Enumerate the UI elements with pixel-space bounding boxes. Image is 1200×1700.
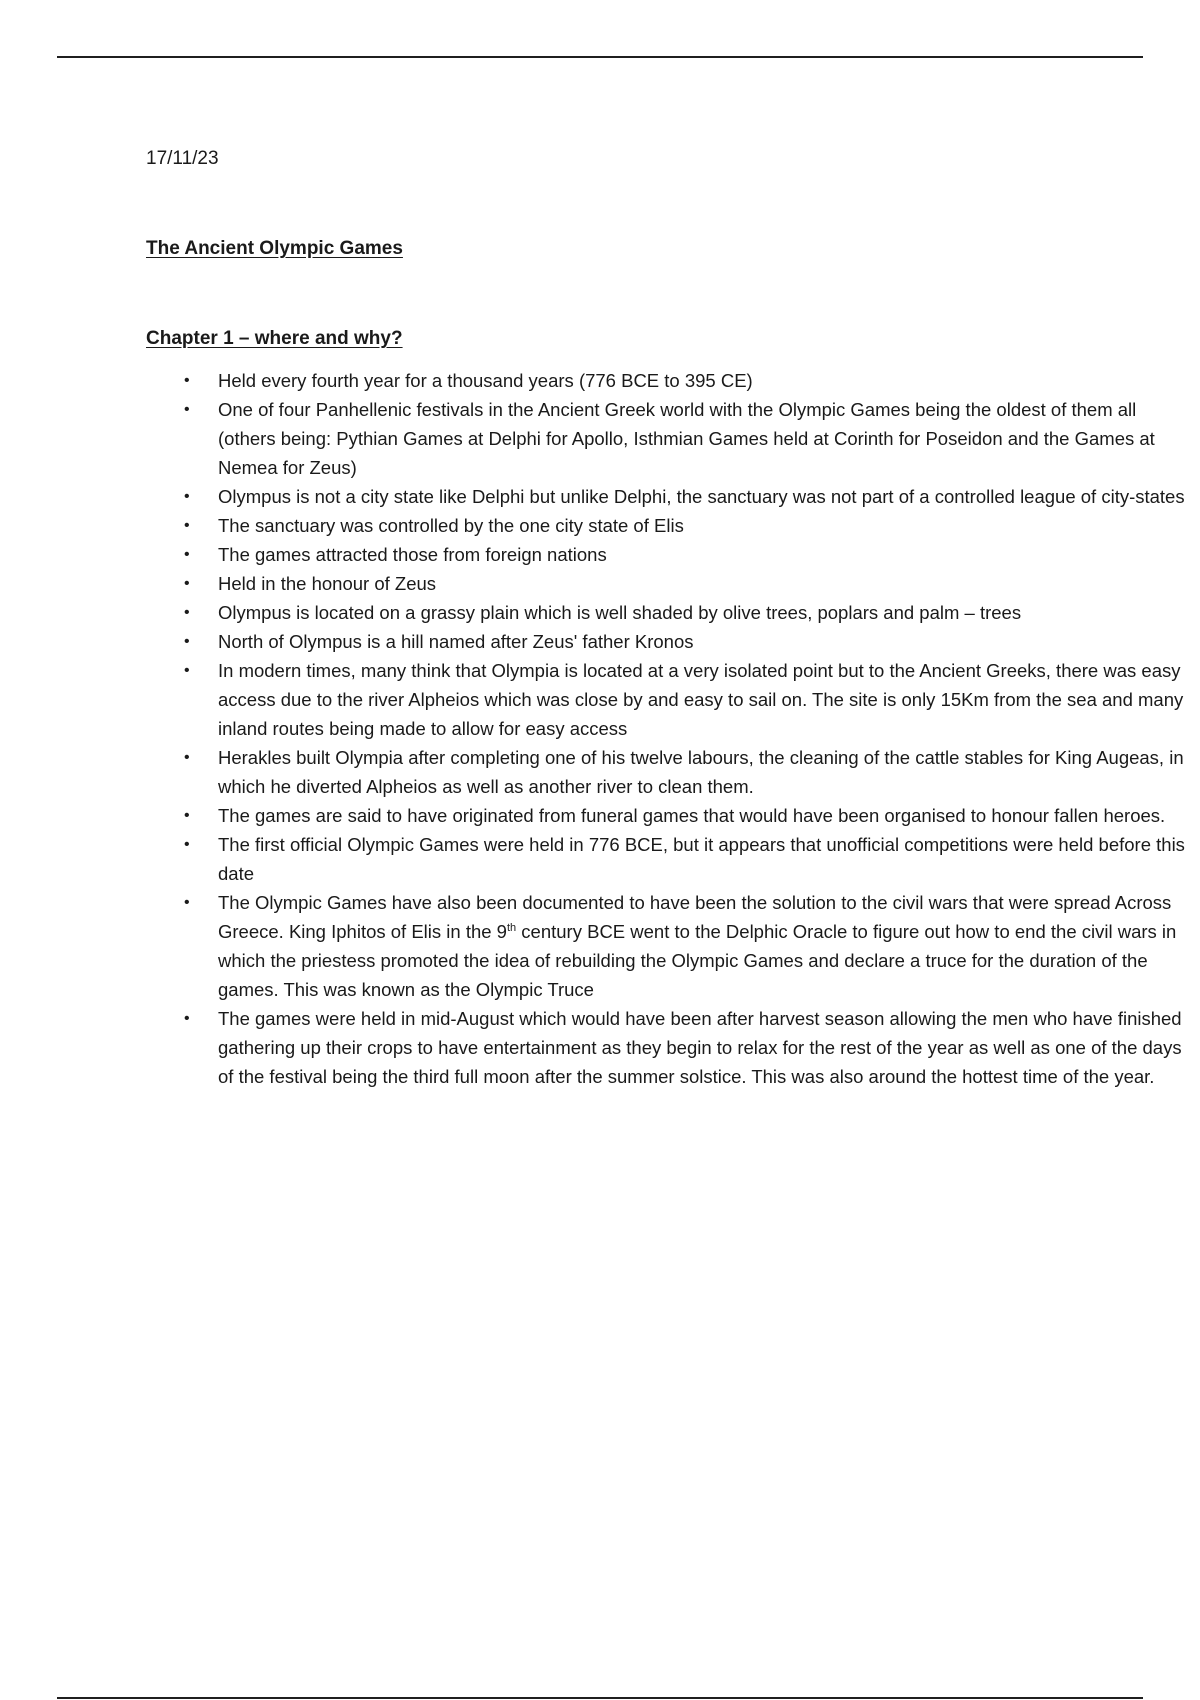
bullet-icon: • (184, 401, 190, 418)
bullet-item (146, 511, 1198, 540)
bullet-icon: • (184, 1010, 190, 1027)
bullet-icon: • (184, 546, 190, 563)
bullet-item (146, 1004, 1198, 1091)
bullet-icon: • (184, 836, 190, 853)
bullet-icon: • (184, 633, 190, 650)
bullet-icon: • (184, 517, 190, 534)
bullet-icon: • (184, 575, 190, 592)
bullet-icon: • (184, 807, 190, 824)
bullet-text: Held every fourth year for a thousand years (776 BCE to 395 CE) (218, 370, 753, 391)
bottom-divider (57, 1697, 1143, 1699)
bullet-icon: • (184, 662, 190, 679)
document-title: The Ancient Olympic Games (146, 238, 403, 259)
bullet-list (146, 366, 1185, 1091)
bullet-item (146, 801, 1198, 830)
bullet-item (146, 888, 1198, 1004)
bullet-text: Herakles built Olympia after completing one of his twelve labours, the cleaning of the cattle stables for King Augeas, in which he diverted Alpheios as well as another river to clean them. (218, 747, 1184, 797)
top-divider (57, 56, 1143, 58)
bullet-text: The games were held in mid-August which would have been after harvest season allowing the men who have finished gathering up their crops to have entertainment as they begin to relax for the rest of the year as well as one of the days of the festival being the third full moon after the summer solstice. This was also around the hottest time of the year. (218, 1008, 1182, 1087)
bullet-item (146, 830, 1198, 888)
bullet-icon: • (184, 372, 190, 389)
bullet-icon: • (184, 749, 190, 766)
bullet-text-part: The Olympic Games have also been documented to have been the solution to the civil wars that were spread Across Greece. King Iphitos of Elis in the 9 (218, 892, 1172, 942)
bullet-item (146, 395, 1198, 482)
bullet-item (146, 627, 1198, 656)
bullet-icon: • (184, 894, 190, 911)
bullet-item (146, 569, 1198, 598)
chapter-heading: Chapter 1 – where and why? (146, 328, 403, 349)
bullet-text: The games attracted those from foreign nations (218, 544, 607, 565)
bullet-text: Olympus is not a city state like Delphi but unlike Delphi, the sanctuary was not part of a controlled league of city-states (218, 486, 1185, 507)
bullet-text: The games are said to have originated from funeral games that would have been organised to honour fallen heroes. (218, 805, 1166, 826)
bullet-item (146, 743, 1198, 801)
document-body (146, 146, 1185, 1091)
bullet-icon: • (184, 604, 190, 621)
bullet-text: Olympus is located on a grassy plain which is well shaded by olive trees, poplars and palm – trees (218, 602, 1022, 623)
bullet-text (218, 892, 1176, 1000)
bullet-text-part: century BCE went to the Delphic Oracle to figure out how to end the civil wars in which the priestess promoted the idea of rebuilding the Olympic Games and declare a truce for the duration of the games. This was known as the Olympic Truce (218, 921, 1177, 1000)
bullet-item (146, 366, 1198, 395)
bullet-text: North of Olympus is a hill named after Zeus' father Kronos (218, 631, 694, 652)
bullet-item (146, 598, 1198, 627)
bullet-icon: • (184, 488, 190, 505)
bullet-text: One of four Panhellenic festivals in the Ancient Greek world with the Olympic Games being the oldest of them all (others being: Pythian Games at Delphi for Apollo, Isthmian Games held at Corinth for Poseidon and the Games at Nemea for Zeus) (218, 399, 1155, 478)
bullet-item (146, 482, 1198, 511)
bullet-item (146, 540, 1198, 569)
ordinal-superscript: th (506, 921, 517, 934)
bullet-text: The sanctuary was controlled by the one city state of Elis (218, 515, 684, 536)
document-date: 17/11/23 (146, 148, 219, 169)
bullet-item (146, 656, 1198, 743)
bullet-text: The first official Olympic Games were held in 776 BCE, but it appears that unofficial competitions were held before this date (218, 834, 1185, 884)
bullet-text: In modern times, many think that Olympia is located at a very isolated point but to the Ancient Greeks, there was easy access due to the river Alpheios which was close by and easy to sail on. The site is only 15Km from the sea and many inland routes being made to allow for easy access (218, 660, 1184, 739)
bullet-text: Held in the honour of Zeus (218, 573, 437, 594)
